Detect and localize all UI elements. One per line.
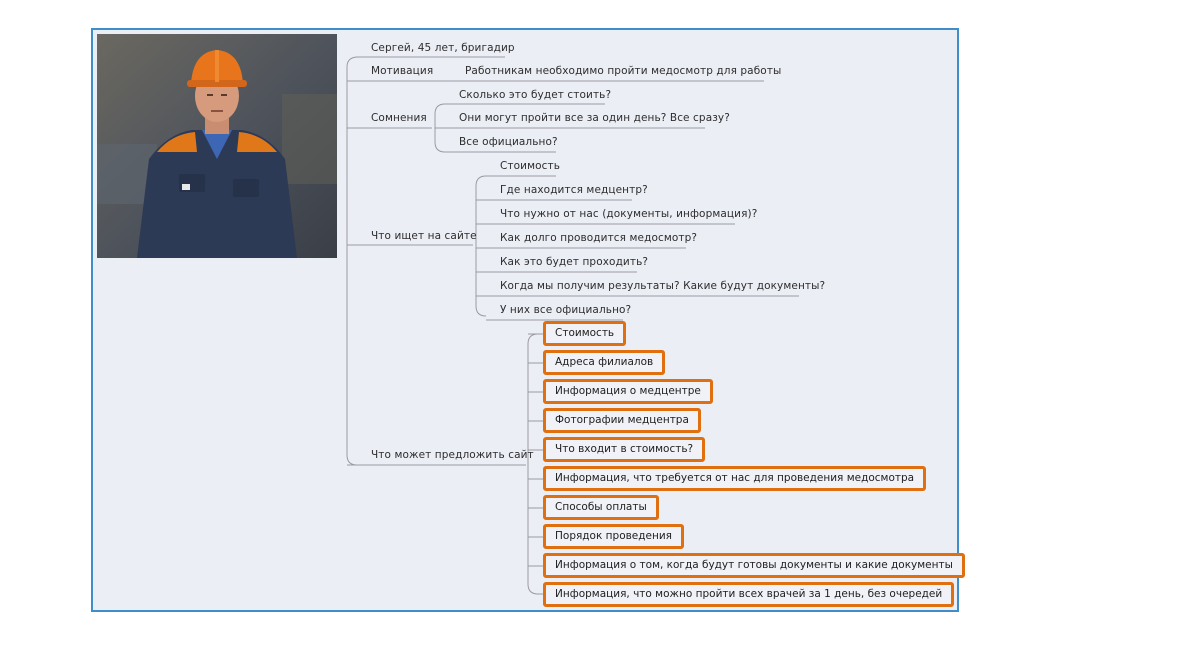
offer-item-highlighted: Способы оплаты [543, 495, 659, 520]
offer-item-highlighted: Стоимость [543, 321, 626, 346]
offer-item-highlighted: Адреса филиалов [543, 350, 665, 375]
doubts-item: Все официально? [459, 136, 558, 148]
doubts-item: Они могут пройти все за один день? Все сразу? [459, 112, 730, 124]
offer-item-highlighted: Порядок проведения [543, 524, 684, 549]
seeking-item: Как это будет проходить? [500, 256, 649, 268]
offer-item-highlighted: Информация, что можно пройти всех врачей за 1 день, без очередей [543, 582, 954, 607]
motivation-item: Работникам необходимо пройти медосмотр для работы [465, 65, 782, 77]
branch-motivation-label: Мотивация [371, 65, 434, 77]
doubts-item: Сколько это будет стоить? [459, 89, 612, 101]
offer-item-highlighted: Что входит в стоимость? [543, 437, 705, 462]
branch-doubts-label: Сомнения [371, 112, 427, 124]
seeking-item: У них все официально? [500, 304, 632, 316]
seeking-item: Что нужно от нас (документы, информация)? [500, 208, 758, 220]
offer-item-highlighted: Информация, что требуется от нас для проведения медосмотра [543, 466, 926, 491]
offer-item-highlighted: Информация о медцентре [543, 379, 713, 404]
seeking-item: Когда мы получим результаты? Какие будут документы? [500, 280, 826, 292]
persona-title: Сергей, 45 лет, бригадир [371, 42, 515, 54]
offer-item-highlighted: Информация о том, когда будут готовы документы и какие документы [543, 553, 965, 578]
persona-photo [97, 34, 337, 258]
worker-photo-image [97, 34, 337, 258]
offer-item-highlighted: Фотографии медцентра [543, 408, 701, 433]
seeking-item: Стоимость [500, 160, 561, 172]
seeking-item: Где находится медцентр? [500, 184, 648, 196]
branch-seeking-label: Что ищет на сайте [371, 230, 477, 242]
seeking-item: Как долго проводится медосмотр? [500, 232, 698, 244]
branch-offer-label: Что может предложить сайт [371, 449, 534, 461]
